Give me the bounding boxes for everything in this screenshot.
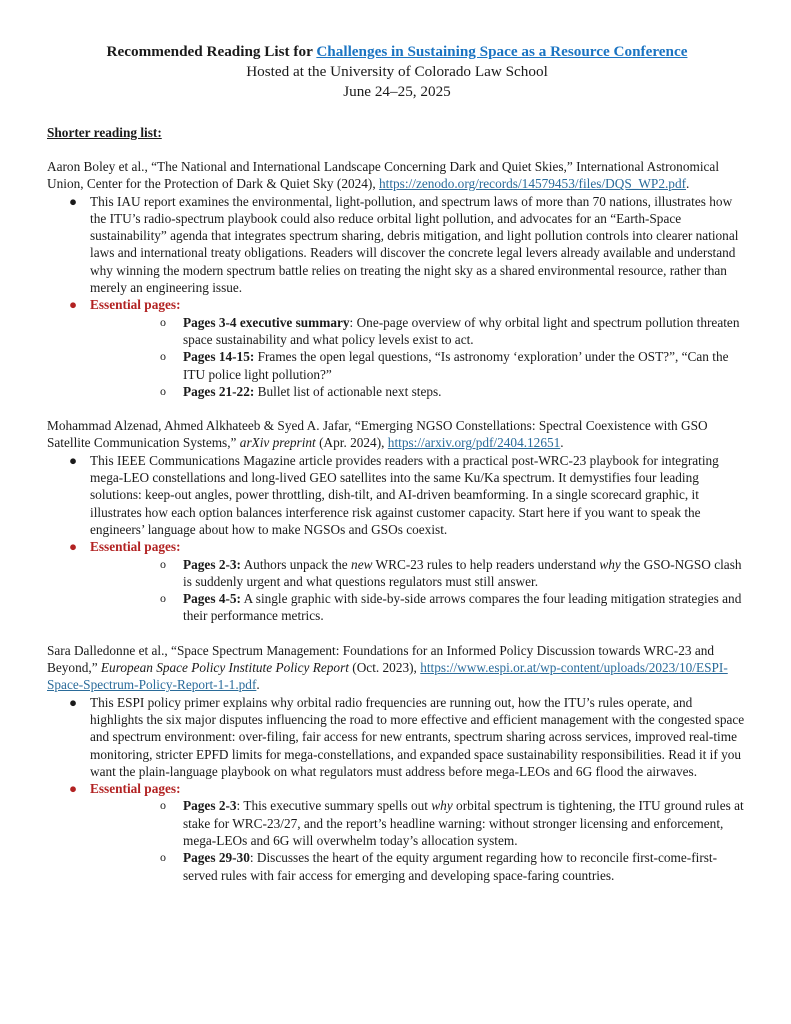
citation-tail: . <box>560 435 564 451</box>
pages-description: the GSO-NGSO clash is suddenly urgent and what questions regulators must still answer. <box>183 556 742 589</box>
summary-bullet <box>47 694 747 780</box>
pages-list <box>90 314 747 400</box>
bullet-icon: ● <box>69 694 78 710</box>
host-line: Hosted at the University of Colorado Law School <box>246 63 548 80</box>
citation <box>47 417 747 452</box>
citation-link[interactable]: https://zenodo.org/records/14579453/files/DQS_WP2.pdf <box>379 176 687 192</box>
citation-link[interactable]: https://www.espi.or.at/wp-content/uploads/2023/10/ESPI-Space-Spectrum-Policy-Report-1-1.pdf <box>47 660 728 693</box>
bullet-icon: ● <box>69 539 78 555</box>
reading-entry-3 <box>47 642 747 884</box>
pages-description: : This executive summary spells out <box>236 798 432 814</box>
citation-venue: European Space Policy Institute Policy Report <box>100 660 349 676</box>
entry-bullets <box>47 452 747 625</box>
essential-pages-bullet <box>47 538 747 624</box>
essential-pages-label: Essential pages: <box>90 297 181 313</box>
pages-range: Pages 14-15: <box>183 349 255 365</box>
circle-bullet-icon: o <box>160 798 166 813</box>
citation <box>47 642 747 694</box>
conference-link[interactable]: Challenges in Sustaining Space as a Resource Conference <box>316 43 688 60</box>
citation-link[interactable]: https://arxiv.org/pdf/2404.12651 <box>387 435 561 451</box>
summary-bullet <box>47 452 747 538</box>
pages-item <box>90 348 747 383</box>
summary-text: This IEEE Communications Magazine article provides readers with a practical post-WRC-23 playbook for integrating mega-LEO constellations and long-lived GEO satellites into the same Ku/Ka spectrum. It demystifies four leading solutions: keep-out angles, power throttling, dish-tilt, and AI-driven beamforming. In a single scorecard graphic, it illustrates how each option balances interference risk against customer capacity. Start here if you want to speak the engineers’ language about how to make NGSOs and GSOs coexist. <box>90 452 719 537</box>
pages-list <box>90 556 747 625</box>
pages-description: orbital spectrum is tightening, the ITU ground rules at stake for WRC-23/27, and the report’s headline warning: without stronger licensing and enforcement, mega-LEOs and 6G will overwhelm today’s allocation system. <box>183 798 744 848</box>
bullet-icon: ● <box>69 781 78 797</box>
circle-bullet-icon: o <box>160 556 166 571</box>
citation-date: (Apr. 2024), <box>315 435 388 451</box>
reading-entry-1 <box>47 158 747 400</box>
emphasis: new <box>351 556 373 572</box>
document-page <box>47 42 747 884</box>
pages-description: WRC-23 rules to help readers understand <box>372 556 600 572</box>
pages-list <box>90 797 747 883</box>
pages-range: Pages 3-4 executive summary <box>183 314 350 330</box>
date-line: June 24–25, 2025 <box>343 83 451 100</box>
citation-text: Sara Dalledonne et al., “Space Spectrum Management: Foundations for an Informed Policy Discussion towards WRC-23 and Beyond,” <box>47 642 715 676</box>
pages-item <box>90 556 747 591</box>
pages-description: Authors unpack the <box>240 556 352 572</box>
title-prefix: Recommended Reading List for <box>106 43 317 60</box>
pages-description: Bullet list of actionable next steps. <box>254 383 442 399</box>
circle-bullet-icon: o <box>160 591 166 606</box>
summary-text: This IAU report examines the environmental, light-pollution, and spectrum laws of more than 70 nations, illustrates how the ITU’s radio-spectrum playbook could also reduce orbital light pollution, and advocates for an “Earth-Space sustainability” agenda that integrates spectrum sharing, debris mitigation, and light pollution controls into clearer national laws and international treaty obligations. Readers will discover the concrete legal levers already available and understand why winning the modern spectrum battle relies on treating the night sky as a shared environmental resource, rather than merely an engineering issue. <box>90 193 739 296</box>
pages-description: Frames the open legal questions, “Is astronomy ‘exploration’ under the OST?”, “Can the ITU police light pollution?” <box>183 349 729 382</box>
summary-bullet <box>47 193 747 297</box>
pages-range: Pages 2-3: <box>183 556 241 572</box>
citation-venue: arXiv preprint <box>239 435 316 451</box>
citation-tail: . <box>256 677 260 693</box>
pages-range: Pages 2-3 <box>183 798 237 814</box>
entry-bullets <box>47 694 747 884</box>
pages-item <box>90 383 747 400</box>
document-title <box>47 42 747 62</box>
essential-pages-label: Essential pages: <box>90 781 181 797</box>
essential-pages-label: Essential pages: <box>90 539 181 555</box>
pages-description: A single graphic with side-by-side arrows compares the four leading mitigation strategies and their performance metrics. <box>183 591 742 624</box>
circle-bullet-icon: o <box>160 314 166 329</box>
pages-item <box>90 590 747 625</box>
entry-bullets <box>47 193 747 401</box>
citation-text: Aaron Boley et al., “The National and International Landscape Concerning Dark and Quiet Skies,” International Astronomical Union, Center for the Protection of Dark & Quiet Sky (2024), <box>47 159 720 192</box>
pages-item <box>90 849 747 884</box>
pages-range: Pages 4-5: <box>183 591 241 607</box>
summary-text: This ESPI policy primer explains why orbital radio frequencies are running out, how the ITU’s rules operate, and highlights the six major disputes influencing the road to more effective and efficient management with the congested space and spectrum environment: over-filing, fair access for new entrants, spectrum sharing across services, improved real-time monitoring, stricter EPFD limits for mega-constellations, and expanded space sustainability responsibilities. Read it if you want the plain-language playbook on what regulators must address before mega-LEOs and 6G flood the airwaves. <box>90 694 745 779</box>
citation-text: Mohammad Alzenad, Ahmed Alkhateeb & Syed A. Jafar, “Emerging NGSO Constellations: Spectral Coexistence with GSO Satellite Communication Systems,” <box>47 418 708 451</box>
citation <box>47 158 747 193</box>
bullet-icon: ● <box>69 193 78 209</box>
pages-range: Pages 21-22: <box>183 383 255 399</box>
circle-bullet-icon: o <box>160 850 166 865</box>
essential-pages-bullet <box>47 296 747 400</box>
essential-pages-bullet <box>47 780 747 884</box>
citation-tail: . <box>686 176 690 192</box>
pages-description: : One-page overview of why orbital light and spectrum pollution threaten space sustainability and what policy levels exist to act. <box>183 314 740 347</box>
emphasis: why <box>431 798 453 814</box>
reading-entry-2 <box>47 417 747 625</box>
pages-range: Pages 29-30 <box>183 850 250 866</box>
bullet-icon: ● <box>69 452 78 468</box>
circle-bullet-icon: o <box>160 349 166 364</box>
pages-description: : Discusses the heart of the equity argument regarding how to reconcile first-come-first-served rules with fair access for emerging and developing space-faring countries. <box>183 850 718 883</box>
citation-date: (Oct. 2023), <box>348 660 421 676</box>
bullet-icon: ● <box>69 297 78 313</box>
document-header <box>47 42 747 102</box>
pages-item <box>90 314 747 349</box>
circle-bullet-icon: o <box>160 383 166 398</box>
section-heading: Shorter reading list: <box>47 125 162 140</box>
emphasis: why <box>599 556 621 572</box>
pages-item <box>90 797 747 849</box>
